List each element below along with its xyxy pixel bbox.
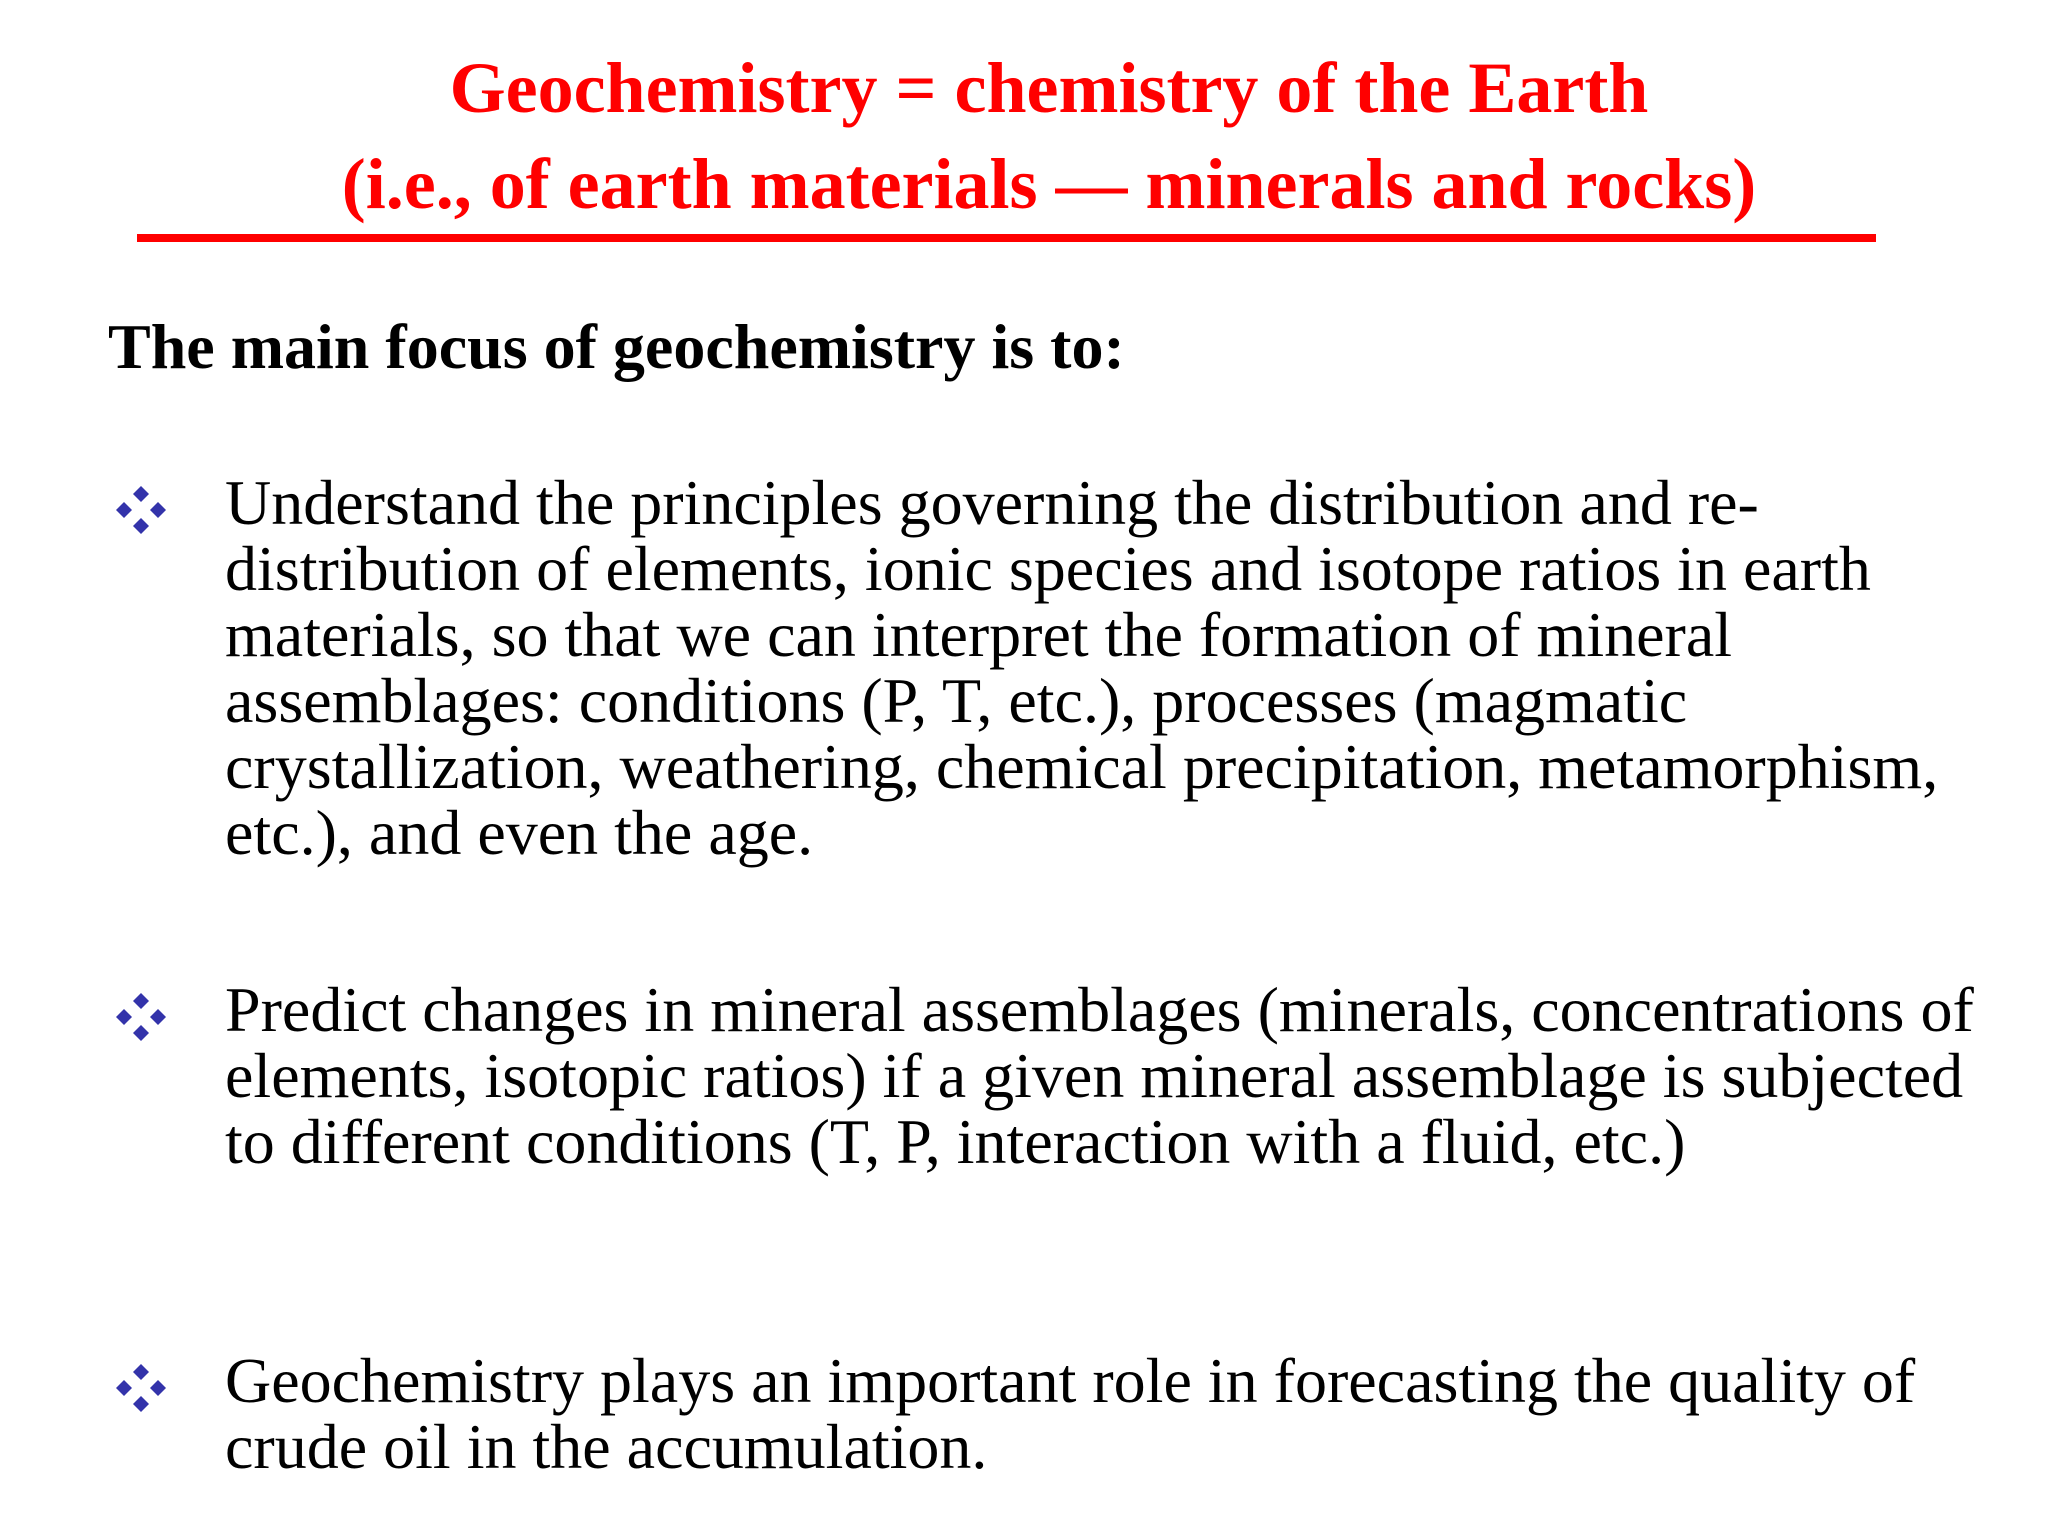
bullet-text: Understand the principles governing the distribution and re-distribution of elements, ionic species and isotope ratios in earth materials, so that we can interpret the formation of mineral assemblages: conditions (P, T, etc.), processes (magmatic crystallization, weathering, chemical precipitation, metamorphism, etc.), and even the age. (225, 467, 1939, 868)
four-diamond-icon (112, 484, 170, 536)
four-diamond-icon (112, 991, 170, 1043)
slide-title-line-1: Geochemistry = chemistry of the Earth (449, 48, 1649, 128)
title-underline (137, 234, 1876, 242)
four-diamond-icon (112, 1362, 170, 1414)
slide-subtitle: The main focus of geochemistry is to: (108, 311, 1125, 382)
bullet-text: Predict changes in mineral assemblages (minerals, concentrations of elements, isotopic ratios) if a given mineral assemblage is subjected to different conditions (T, P, interaction with a fluid, etc.) (225, 974, 1974, 1177)
bullet-text: Geochemistry plays an important role in forecasting the quality of crude oil in the accumulation. (225, 1345, 1916, 1482)
slide-title-line-2: (i.e., of earth materials — minerals and rocks) (341, 144, 1757, 224)
